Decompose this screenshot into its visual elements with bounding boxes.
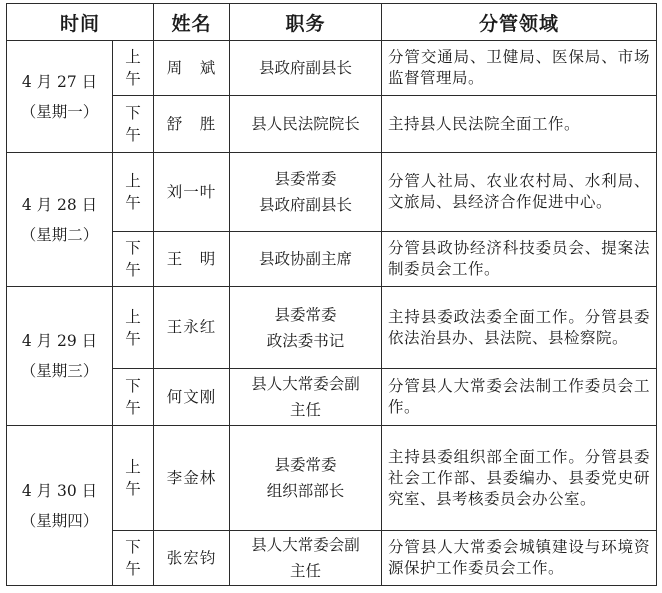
responsibility-cell: 主持县人民法院全面工作。 [382,96,657,153]
name-cell: 何文刚 [154,369,230,426]
name-cell: 周 斌 [154,41,230,96]
date-cell [7,426,113,586]
name-cell: 王 明 [154,232,230,287]
position-cell: 县人大常委会副 主任 [230,369,382,426]
weekday-text: （星期一） [20,102,99,121]
position-cell: 县人大常委会副 主任 [230,531,382,586]
header-responsibility: 分管领域 [382,4,657,41]
date-cell [7,41,113,153]
position-cell: 县委常委 组织部部长 [230,426,382,531]
date-text: 4 月 29 日 [21,332,98,350]
position-cell: 县政协副主席 [230,232,382,287]
position-cell: 县委常委 政法委书记 [230,287,382,369]
responsibility-cell: 主持县委组织部全面工作。分管县委社会工作部、县委编办、县委党史研究室、县考核委员会办公室。 [382,426,657,531]
half-day-cell: 上 午 [113,41,154,96]
header-name: 姓名 [154,4,230,41]
table-row [7,426,657,531]
half-day-cell: 上 午 [113,426,154,531]
header-row [7,4,657,41]
table-row [7,287,657,369]
position-cell: 县人民法院院长 [230,96,382,153]
name-cell: 李金林 [154,426,230,531]
name-cell: 舒 胜 [154,96,230,153]
responsibility-cell: 分管县人大常委会法制工作委员会工作。 [382,369,657,426]
responsibility-cell: 分管人社局、农业农村局、水利局、文旅局、县经济合作促进中心。 [382,153,657,232]
name-cell: 张宏钧 [154,531,230,586]
half-day-cell: 上 午 [113,153,154,232]
date-cell [7,153,113,287]
half-day-cell: 下 午 [113,531,154,586]
header-position: 职务 [230,4,382,41]
position-cell: 县委常委 县政府副县长 [230,153,382,232]
half-day-cell: 上 午 [113,287,154,369]
date-text: 4 月 30 日 [21,481,98,500]
date-text: 4 月 28 日 [21,195,98,214]
date-text: 4 月 27 日 [21,72,98,91]
responsibility-cell: 分管县政协经济科技委员会、提案法制委员会工作。 [382,232,657,287]
half-day-cell: 下 午 [113,96,154,153]
header-time: 时间 [7,4,154,41]
half-day-cell: 下 午 [113,232,154,287]
table-row [7,41,657,96]
responsibility-cell: 主持县委政法委全面工作。分管县委依法治县办、县法院、县检察院。 [382,287,657,369]
weekday-text: （星期四） [20,511,99,530]
table-row [7,153,657,232]
schedule-table [6,3,657,586]
name-cell: 王永红 [154,287,230,369]
weekday-text: （星期三） [20,362,99,380]
position-cell: 县政府副县长 [230,41,382,96]
half-day-cell: 下 午 [113,369,154,426]
weekday-text: （星期二） [20,225,99,244]
responsibility-cell: 分管县人大常委会城镇建设与环境资源保护工作委员会工作。 [382,531,657,586]
date-cell [7,287,113,426]
name-cell: 刘一叶 [154,153,230,232]
responsibility-cell: 分管交通局、卫健局、医保局、市场监督管理局。 [382,41,657,96]
